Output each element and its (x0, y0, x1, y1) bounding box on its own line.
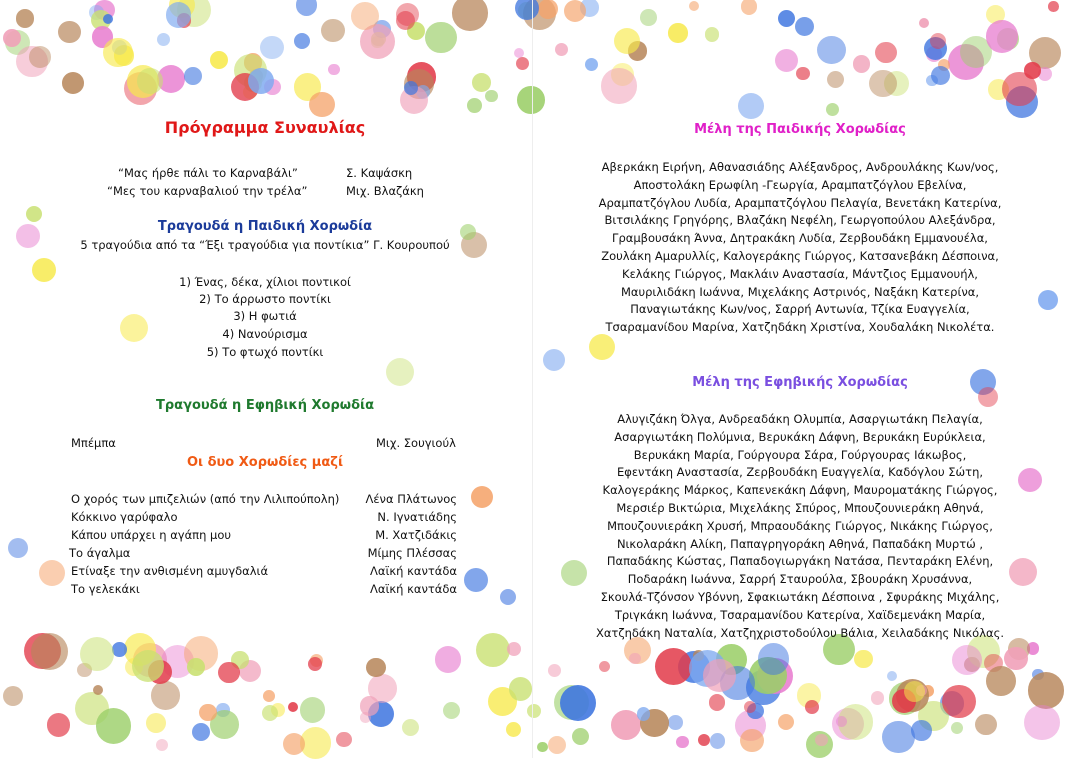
youth-song: Μπέμπα (71, 436, 116, 450)
children-choir-intro: 5 τραγούδια από τα “Έξι τραγούδια για ποντίκια” Γ. Κουρουπού (80, 238, 450, 252)
opening-song-2: “Μες του καρναβαλιού την τρέλα” (107, 184, 308, 198)
member-line: Τσαραμανίδου Μαρίνα, Χατζηδάκη Χριστίνα, Χουδαλάκη Νικολέτα. (605, 320, 995, 335)
opening-composer-2: Μιχ. Βλαζάκη (346, 184, 424, 198)
children-song-5: 5) Το φτωχό ποντίκι (206, 345, 324, 359)
member-line: Καλογεράκης Μάρκος, Καπενεκάκη Δάφνη, Μαυροματάκης Γιώργος, (602, 483, 998, 498)
member-line: Κελάκης Γιώργος, Μακλάιν Αναστασία, Μάντζιος Εμμανουήλ, (622, 266, 978, 281)
joint-song-composer: Μίμης Πλέσσας (367, 546, 457, 560)
joint-song-composer: Μ. Χατζιδάκις (375, 528, 457, 542)
member-line: Μαυριλιδάκη Ιωάννα, Μιχελάκης Αστρινός, Ναξάκη Κατερίνα, (620, 284, 980, 299)
joint-song-composer: Λαϊκή καντάδα (370, 582, 457, 596)
children-song-2: 2) Το άρρωστο ποντίκι (199, 292, 331, 306)
member-line: Ποδαράκη Ιωάννα, Σαρρή Σταυρούλα, Σβουράκη Χρυσάννα, (627, 572, 973, 587)
children-song-4: 4) Νανούρισμα (222, 327, 308, 341)
member-line: Αβερκάκη Ειρήνη, Αθανασιάδης Αλέξανδρος, Ανδρουλάκης Κων/νος, (601, 160, 999, 174)
member-line: Ασαργιωτάκη Πολύμνια, Βερυκάκη Δάφνη, Βερυκάκη Ευρύκλεια, (614, 429, 986, 444)
joint-song-title: Ο χορός των μπιζελιών (από την Λιλιπούπολη) (71, 492, 340, 506)
member-line: Αποστολάκη Ερωφίλη -Γεωργία, Αραμπατζόγλου Εβελίνα, (633, 177, 967, 192)
member-line: Παναγιωτάκης Κων/νος, Σαρρή Αντωνία, Τζίκα Ευαγγελία, (630, 302, 970, 317)
children-song-3: 3) Η φωτιά (233, 309, 297, 323)
youth-members-heading: Μέλη της Εφηβικής Χορωδίας (692, 375, 908, 390)
joint-song-composer: Λένα Πλάτωνος (365, 492, 457, 506)
page-fold-divider (532, 0, 533, 758)
children-members-list (535, 159, 1065, 337)
member-line: Χατζηδάκη Ναταλία, Χατζηχριστοδούλου Βάλια, Χειλαδάκης Νικόλας. (595, 625, 1005, 640)
member-line: Αλυγιζάκη Όλγα, Ανδρεαδάκη Ολυμπία, Ασαργιωτάκη Πελαγία, (617, 412, 983, 426)
member-line: Μπουζουνιεράκη Χρυσή, Μπραουδάκης Γιώργος, Νικάκης Γιώργος, (607, 518, 993, 533)
youth-song-composer: Μιχ. Σουγιούλ (376, 436, 456, 450)
joint-choirs-heading: Οι δυο Χορωδίες μαζί (186, 455, 344, 470)
opening-composer-1: Σ. Καψάσκη (346, 166, 413, 180)
member-line: Ζουλάκη Αμαρυλλίς, Καλογεράκης Γιώργος, Κατσανεβάκη Δέσποινα, (601, 248, 999, 263)
joint-song-title: Κάπου υπάρχει η αγάπη μου (71, 528, 232, 542)
member-line: Βερυκάκη Μαρία, Γούργουρα Σάρα, Γούργουρας Ιάκωβος, (633, 447, 967, 462)
member-line: Παπαδάκης Κώστας, Παπαδογιωργάκη Νατάσα, Πενταράκη Ελένη, (606, 554, 994, 569)
youth-choir-heading: Τραγουδά η Εφηβική Χορωδία (155, 398, 375, 413)
joint-song-composer: Ν. Ιγνατιάδης (377, 510, 457, 524)
member-line: Αραμπατζόγλου Λυδία, Αραμπατζόγλου Πελαγία, Βενετάκη Κατερίνα, (598, 195, 1002, 210)
member-line: Μερσιέρ Βικτώρια, Μιχελάκης Σπύρος, Μπουζουνιεράκη Αθηνά, (616, 500, 984, 515)
children-choir-heading: Τραγουδά η Παιδική Χορωδία (157, 219, 373, 234)
opening-song-1: “Μας ήρθε πάλι το Καρναβάλι” (118, 166, 298, 180)
joint-song-title: Το γελεκάκι (71, 582, 140, 596)
right-page-members (535, 0, 1065, 758)
member-line: Νικολαράκη Αλίκη, Παπαγρηγοράκη Αθηνά, Παπαδάκη Μυρτώ , (616, 536, 984, 551)
children-members-heading: Μέλη της Παιδικής Χορωδίας (694, 122, 906, 137)
joint-song-composer: Λαϊκή καντάδα (370, 564, 457, 578)
youth-members-list (535, 411, 1065, 642)
member-line: Εφεντάκη Αναστασία, Ζερβουδάκη Ευαγγελία, Καδόγλου Σώτη, (616, 465, 984, 480)
member-line: Σκουλά-Τζόνσον Υβόννη, Σφακιωτάκη Δέσποινα , Σφυράκης Μιχάλης, (600, 589, 1000, 604)
left-page-program (0, 0, 530, 758)
program-title: Πρόγραμμα Συναυλίας (164, 118, 366, 137)
joint-song-title: Κόκκινο γαρύφαλο (71, 510, 178, 524)
children-song-1: 1) Ένας, δέκα, χίλιοι ποντικοί (179, 275, 351, 289)
member-line: Βιτσιλάκης Γρηγόρης, Βλαζάκη Νεφέλη, Γεωργοπούλου Αλεξάνδρα, (604, 213, 996, 228)
joint-song-title: Το άγαλμα (69, 546, 131, 560)
member-line: Τριγκάκη Ιωάννα, Τσαραμανίδου Κατερίνα, Χαϊδεμενάκη Μαρία, (614, 607, 986, 622)
joint-song-title: Ετίναξε την ανθισμένη αμυγδαλιά (71, 564, 269, 578)
member-line: Γραμβουσάκη Άννα, Δητρακάκη Λυδία, Ζερβουδάκη Εμμανουέλα, (612, 231, 988, 246)
